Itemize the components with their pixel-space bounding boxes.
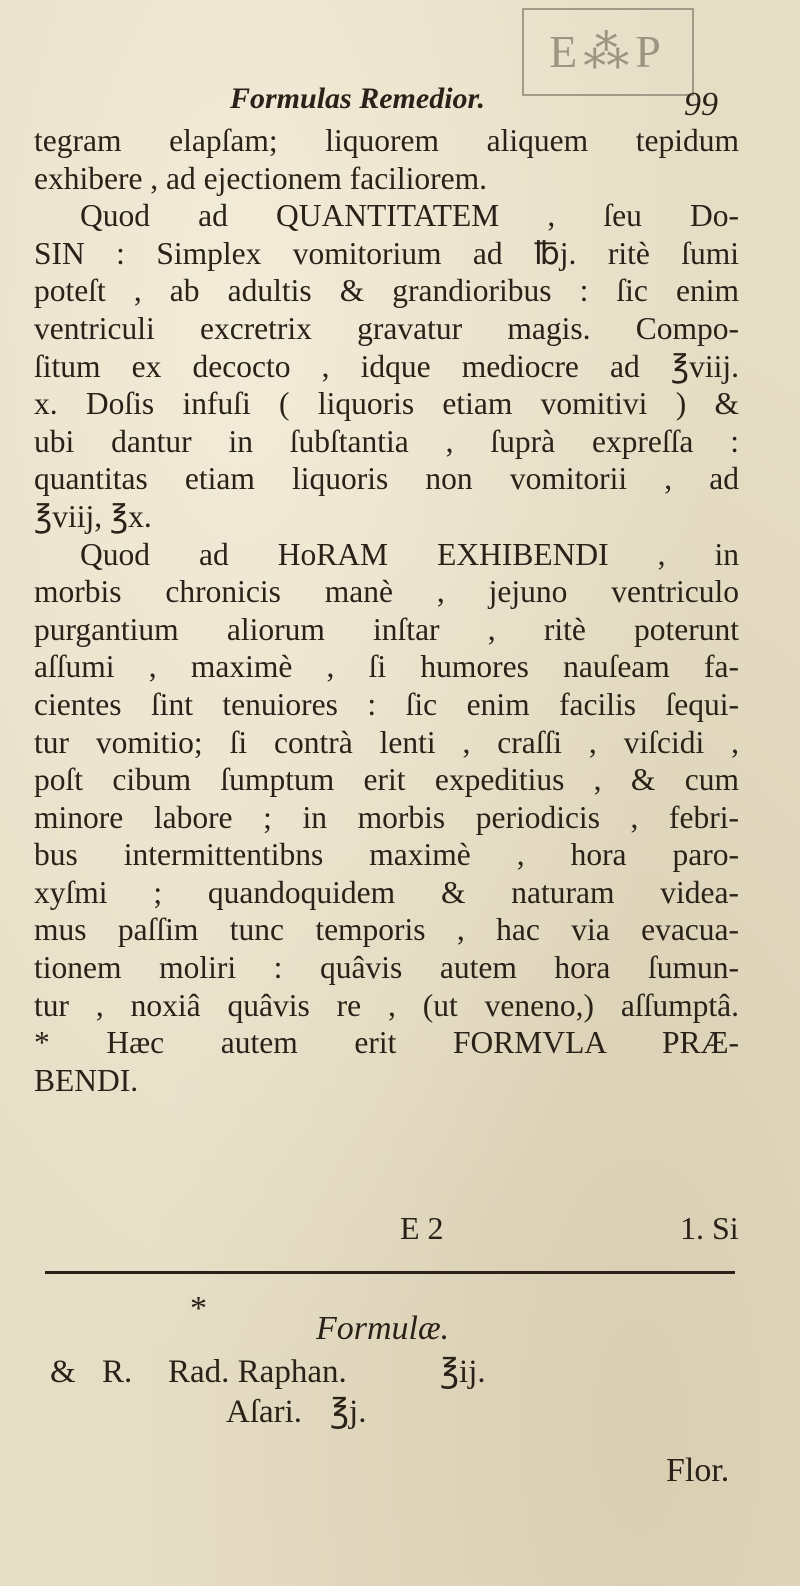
formula-catchword: Flor. <box>666 1452 730 1489</box>
text-line: poteſt , ab adultis & grandioribus : ſic enim <box>34 273 739 309</box>
page-number: 99 <box>684 86 718 123</box>
ingredient-name: Aſari. <box>226 1394 303 1430</box>
text-line: bus intermittentibns maximè , hora paro- <box>34 837 739 873</box>
ingredient-name: Rad. Raphan. <box>168 1354 347 1390</box>
text-line: xyſmi ; quandoquidem & naturam videa- <box>34 874 739 910</box>
text-line: poſt cibum ſumptum erit expeditius , & cum <box>34 762 739 798</box>
stamp-text: E⁂P <box>549 26 667 77</box>
text-line: tegram elapſam; liquorem aliquem tepidum <box>34 123 739 158</box>
text-line: tur vomitio; ſi contrà lenti , craſſi , viſcidi , <box>34 724 739 760</box>
ingredient-quantity: ℥ij. <box>440 1354 486 1390</box>
text-line: morbis chronicis manè , jejuno ventriculo <box>34 574 739 610</box>
recipe-line <box>50 1352 750 1392</box>
text-line: ventriculi excretrix gravatur magis. Compo- <box>34 310 739 346</box>
text-line: quantitas etiam liquoris non vomitorii , ad <box>34 461 739 497</box>
text-line: purgantium aliorum inſtar , ritè poterunt <box>34 611 739 647</box>
signature-mark: E 2 <box>400 1210 444 1246</box>
text-line: ℥viij, ℥x. <box>34 498 152 534</box>
recipe-line <box>50 1392 750 1432</box>
text-line: * Hæc autem erit FORMVLA PRÆ- <box>34 1025 739 1061</box>
text-line: tur , noxiâ quâvis re , (ut veneno,) aſſumptâ. <box>34 987 739 1023</box>
text-line: minore labore ; in morbis periodicis , febri- <box>34 799 739 835</box>
body-text <box>34 122 739 1099</box>
ingredient-quantity: ℥j. <box>330 1394 367 1430</box>
text-line: Quod ad QUANTITATEM , ſeu Do- <box>80 198 739 234</box>
text-line: BENDI. <box>34 1062 139 1098</box>
recipe <box>50 1352 750 1432</box>
text-line: exhibere , ad ejectionem faciliorem. <box>34 160 488 196</box>
catchword: 1. Si <box>680 1210 739 1246</box>
text-line: cientes ſint tenuiores : ſic enim facilis ſequi- <box>34 686 739 722</box>
text-line: x. Doſis infuſi ( liquoris etiam vomitivi ) & <box>34 386 739 422</box>
running-head: Formulas Remedior. <box>230 82 486 115</box>
text-line: SIN : Simplex vomitorium ad ℔j. ritè ſumi <box>34 235 739 271</box>
recipe-symbol: R. <box>102 1354 133 1390</box>
asterisk-mark: * <box>190 1290 207 1327</box>
horizontal-rule <box>45 1271 735 1274</box>
lead-mark: & <box>50 1354 76 1390</box>
text-line: aſſumi , maximè , ſi humores nauſeam fa- <box>34 649 739 685</box>
formula-title: Formulæ. <box>316 1310 450 1347</box>
text-line: tionem moliri : quâvis autem hora ſumun- <box>34 950 739 986</box>
text-line: Quod ad HoRAM EXHIBENDI , in <box>80 536 739 572</box>
library-stamp <box>522 8 694 96</box>
text-line: mus paſſim tunc temporis , hac via evacua- <box>34 912 739 948</box>
text-line: ſitum ex decocto , idque mediocre ad ℥viij. <box>34 348 739 384</box>
text-line: ubi dantur in ſubſtantia , ſuprà expreſſa : <box>34 423 739 459</box>
